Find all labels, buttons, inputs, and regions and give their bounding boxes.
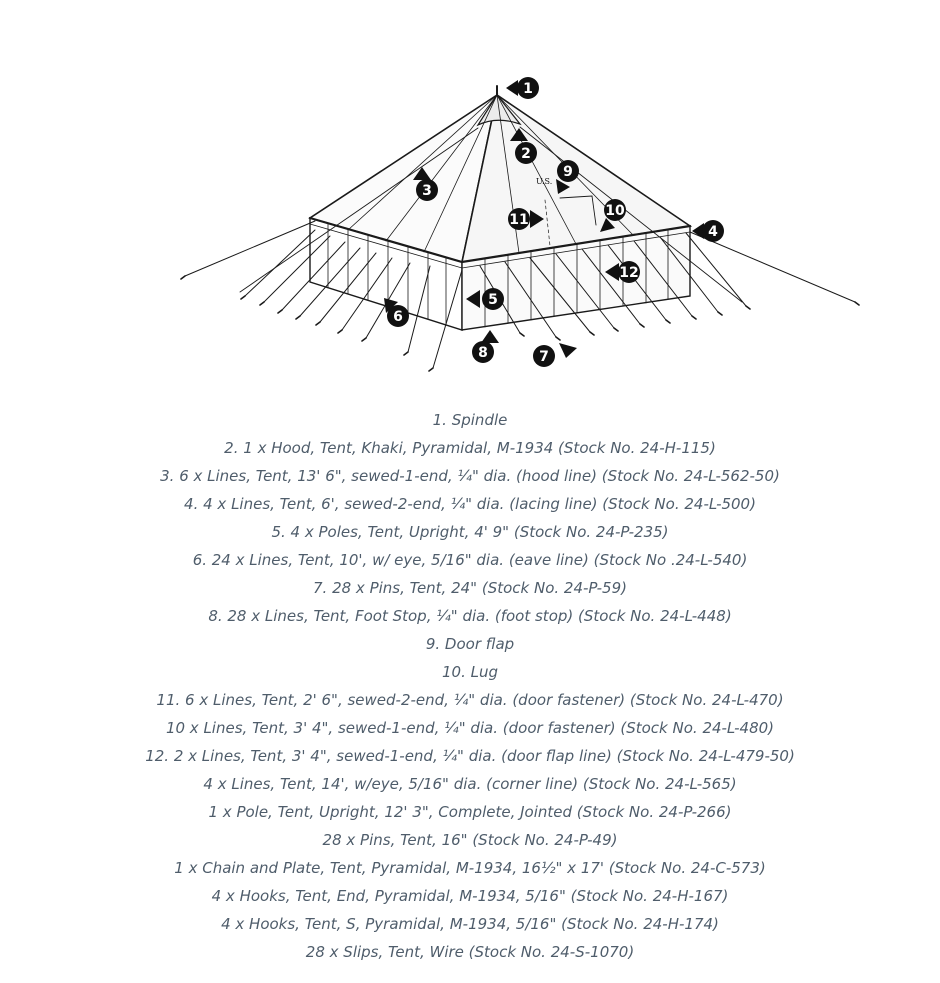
- parts-list-item: 4 x Hooks, Tent, S, Pyramidal, M-1934, 5/16" (Stock No. 24-H-174): [221, 915, 719, 933]
- callout-label: 3: [422, 183, 432, 199]
- callout-label: 8: [478, 345, 488, 361]
- parts-list: [0, 406, 940, 966]
- parts-list-item: 6. 24 x Lines, Tent, 10', w/ eye, 5/16" dia. (eave line) (Stock No .24-L-540): [192, 551, 748, 569]
- parts-list-item: 9. Door flap: [425, 635, 515, 653]
- callout-arrow: [506, 80, 518, 96]
- parts-list-item: 2. 1 x Hood, Tent, Khaki, Pyramidal, M-1934 (Stock No. 24-H-115): [224, 439, 716, 457]
- callout-label: 12: [619, 265, 639, 281]
- callout-label: 9: [563, 164, 573, 180]
- callout-7: [533, 343, 577, 367]
- parts-list-item: 28 x Pins, Tent, 16" (Stock No. 24-P-49): [322, 831, 618, 849]
- parts-list-item: 11. 6 x Lines, Tent, 2' 6", sewed-2-end, ¼" dia. (door fastener) (Stock No. 24-L-470): [156, 691, 784, 709]
- parts-list-item: 4. 4 x Lines, Tent, 6', sewed-2-end, ¼" dia. (lacing line) (Stock No. 24-L-500): [184, 495, 756, 513]
- callout-label: 6: [393, 309, 403, 325]
- callout-arrow: [559, 343, 577, 358]
- callout-4: [692, 220, 724, 242]
- callout-label: 5: [488, 292, 498, 308]
- callout-label: 2: [521, 146, 531, 162]
- parts-list-item: 3. 6 x Lines, Tent, 13' 6", sewed-1-end, ¼" dia. (hood line) (Stock No. 24-L-562-50): [160, 467, 780, 485]
- callout-label: 11: [509, 212, 529, 228]
- callout-1: [506, 77, 539, 99]
- callout-label: 10: [605, 203, 625, 219]
- callout-8: [472, 330, 499, 363]
- parts-list-item: 1. Spindle: [432, 411, 508, 429]
- tent-us-marking: U.S.: [536, 177, 553, 186]
- parts-list-item: 1 x Chain and Plate, Tent, Pyramidal, M-1934, 16½" x 17' (Stock No. 24-C-573): [174, 859, 766, 877]
- callout-label: 7: [539, 349, 549, 365]
- parts-list-item: 28 x Slips, Tent, Wire (Stock No. 24-S-1070): [305, 943, 635, 961]
- parts-list-item: 10. Lug: [441, 663, 498, 681]
- parts-list-item: 7. 28 x Pins, Tent, 24" (Stock No. 24-P-59): [312, 579, 627, 597]
- callout-label: 4: [708, 224, 718, 240]
- parts-list-item: 4 x Hooks, Tent, End, Pyramidal, M-1934, 5/16" (Stock No. 24-H-167): [211, 887, 729, 905]
- tent-diagram: [0, 0, 940, 395]
- parts-list-item: 10 x Lines, Tent, 3' 4", sewed-1-end, ¼" dia. (door fastener) (Stock No. 24-L-480): [165, 719, 775, 737]
- parts-list-item: 8. 28 x Lines, Tent, Foot Stop, ¼" dia. (foot stop) (Stock No. 24-L-448): [208, 607, 732, 625]
- parts-list-item: 4 x Lines, Tent, 14', w/eye, 5/16" dia. (corner line) (Stock No. 24-L-565): [203, 775, 737, 793]
- callout-label: 1: [523, 81, 533, 97]
- parts-list-item: 12. 2 x Lines, Tent, 3' 4", sewed-1-end, ¼" dia. (door flap line) (Stock No. 24-L-479-50): [145, 747, 795, 765]
- parts-list-item: 1 x Pole, Tent, Upright, 12' 3", Complete, Jointed (Stock No. 24-P-266): [208, 803, 732, 821]
- parts-list-item: 5. 4 x Poles, Tent, Upright, 4' 9" (Stock No. 24-P-235): [271, 523, 669, 541]
